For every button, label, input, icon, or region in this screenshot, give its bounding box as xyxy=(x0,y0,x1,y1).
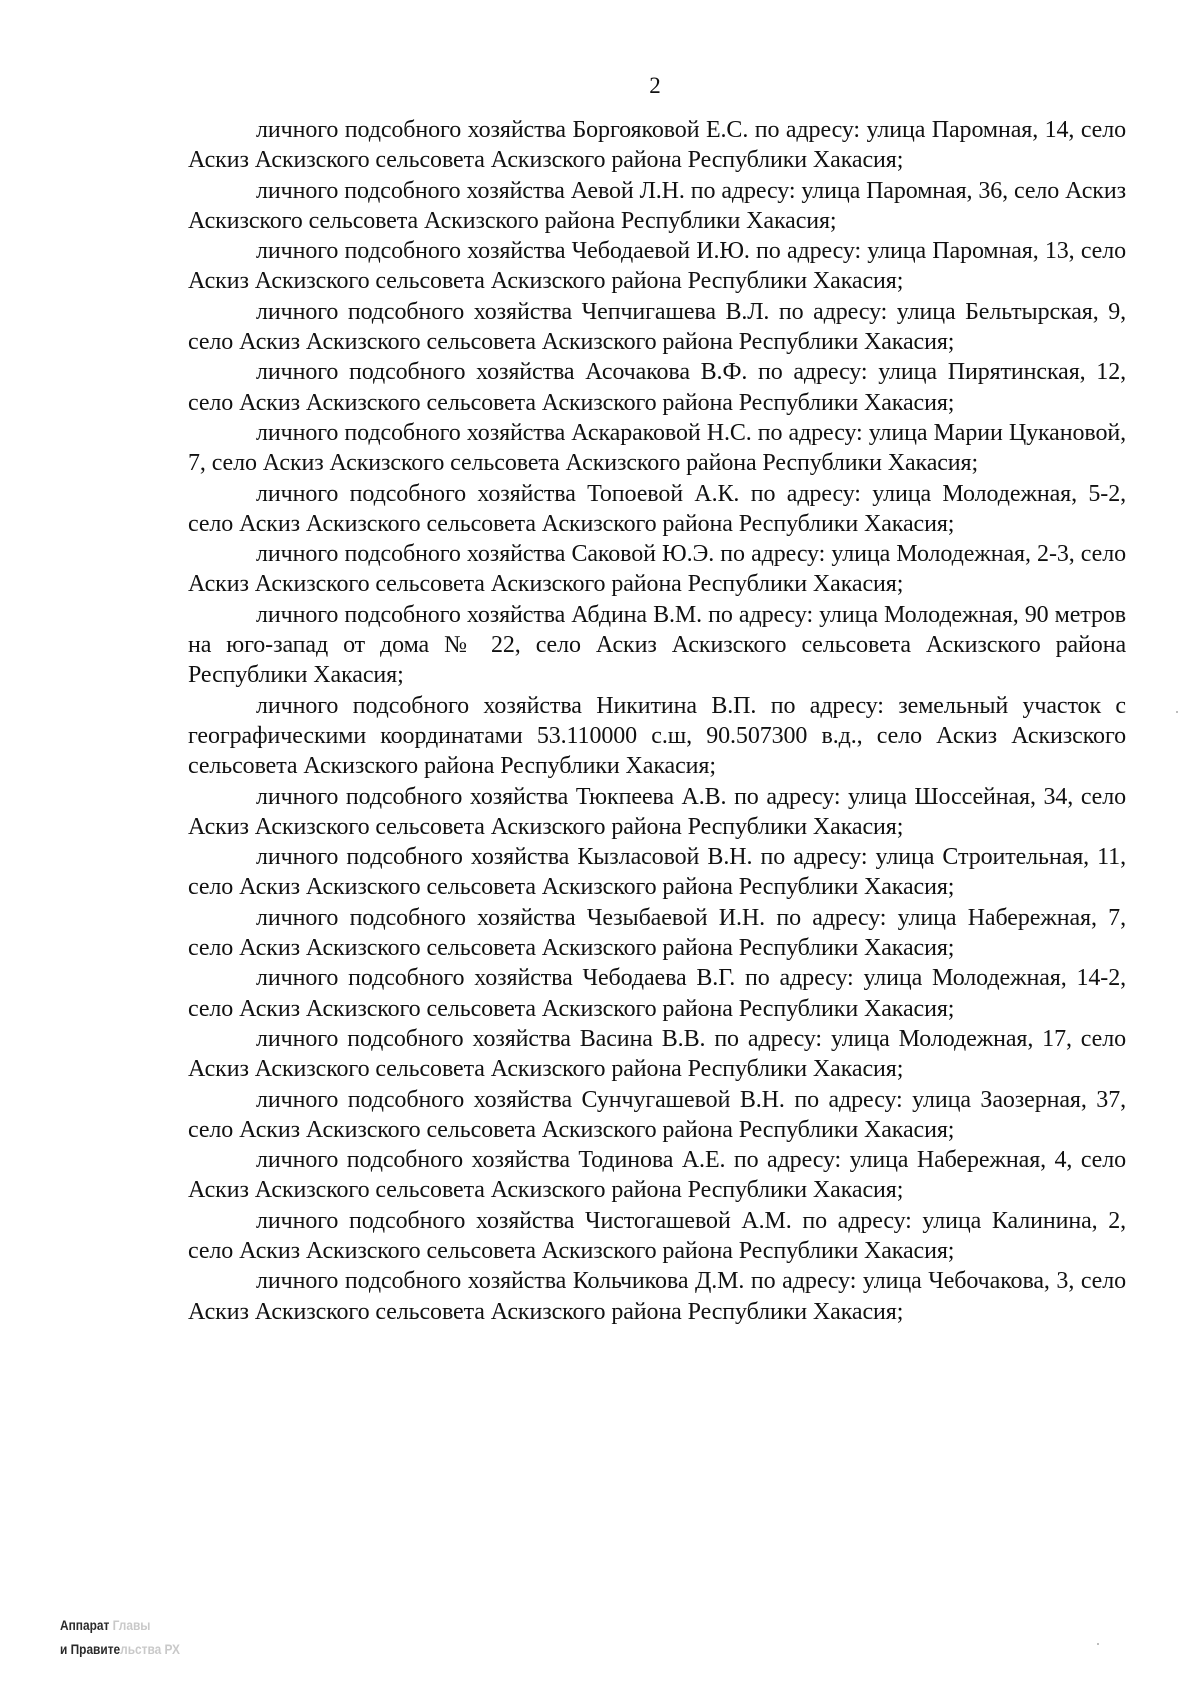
stamp-text-faded: льства РХ xyxy=(120,1641,180,1657)
paragraph: личного подсобного хозяйства Чебодаева В.Г. по адресу: улица Молодежная, 14-2, село Аскиз Аскизского сельсовета Аскизского района Республики Хакасия; xyxy=(188,965,1126,1022)
paragraph: личного подсобного хозяйства Саковой Ю.Э. по адресу: улица Молодежная, 2-3, село Аскиз Аскизского сельсовета Аскизского района Республики Хакасия; xyxy=(188,541,1126,598)
paragraph: личного подсобного хозяйства Кольчикова Д.М. по адресу: улица Чебочакова, 3, село Аскиз Аскизского сельсовета Аскизского района Республики Хакасия; xyxy=(188,1268,1126,1325)
paragraph: личного подсобного хозяйства Тюкпеева А.В. по адресу: улица Шоссейная, 34, село Аскиз Аскизского сельсовета Аскизского района Республики Хакасия; xyxy=(188,783,1126,840)
paragraph: личного подсобного хозяйства Чепчигашева В.Л. по адресу: улица Бельтырская, 9, село Аскиз Аскизского сельсовета Аскизского района Республики Хакасия; xyxy=(188,298,1126,356)
stamp-text: Аппарат xyxy=(60,1617,110,1633)
stamp-line xyxy=(60,1637,180,1661)
paragraph: личного подсобного хозяйства Васина В.В. по адресу: улица Молодежная, 17, село Аскиз Аскизского сельсовета Аскизского района Республики Хакасия; xyxy=(188,1025,1126,1083)
paragraph: личного подсобного хозяйства Сунчугашевой В.Н. по адресу: улица Заозерная, 37, село Аскиз Аскизского сельсовета Аскизского района Республики Хакасия; xyxy=(188,1086,1126,1143)
stamp-text-faded: Главы xyxy=(112,1617,151,1633)
stamp-line xyxy=(60,1613,180,1637)
paragraph: личного подсобного хозяйства Кызласовой В.Н. по адресу: улица Строительная, 11, село Аскиз Аскизского сельсовета Аскизского района Республики Хакасия; xyxy=(188,844,1126,901)
paragraph: личного подсобного хозяйства Аскараковой Н.С. по адресу: улица Марии Цукановой, 7, село Аскиз Аскизского сельсовета Аскизского района Республики Хакасия; xyxy=(188,419,1126,477)
paragraph: личного подсобного хозяйства Чезыбаевой И.Н. по адресу: улица Набережная, 7, село Аскиз Аскизского сельсовета Аскизского района Республики Хакасия; xyxy=(188,904,1126,962)
page-number: 2 xyxy=(649,73,661,98)
paragraph: личного подсобного хозяйства Чебодаевой И.Ю. по адресу: улица Паромная, 13, село Аскиз Аскизского сельсовета Аскизского района Республики Хакасия; xyxy=(188,238,1126,295)
paragraph: личного подсобного хозяйства Тодинова А.Е. по адресу: улица Набережная, 4, село Аскиз Аскизского сельсовета Аскизского района Республики Хакасия; xyxy=(188,1147,1126,1204)
paragraph: личного подсобного хозяйства Боргояковой Е.С. по адресу: улица Паромная, 14, село Аскиз Аскизского сельсовета Аскизского района Республики Хакасия; xyxy=(188,117,1126,174)
paragraph: личного подсобного хозяйства Никитина В.П. по адресу: земельный участок с географическими координатами 53.110000 с.ш, 90.507300 в.д., село Аскиз Аскизского сельсовета Аскизского района Республики Хакасия; xyxy=(188,692,1126,780)
stamp-text: и Правите xyxy=(60,1641,121,1657)
office-stamp xyxy=(60,1613,180,1661)
paragraph: личного подсобного хозяйства Асочакова В.Ф. по адресу: улица Пирятинская, 12, село Аскиз Аскизского сельсовета Аскизского района Республики Хакасия; xyxy=(188,359,1126,416)
scan-speck xyxy=(1097,1643,1099,1645)
paragraph: личного подсобного хозяйства Абдина В.М. по адресу: улица Молодежная, 90 метров на юго-запад от дома № 22, село Аскиз Аскизского сельсовета Аскизского района Республики Хакасия; xyxy=(188,601,1126,689)
scan-speck xyxy=(1176,711,1178,713)
document-body xyxy=(188,115,1126,1327)
paragraph: личного подсобного хозяйства Топоевой А.К. по адресу: улица Молодежная, 5-2, село Аскиз Аскизского сельсовета Аскизского района Республики Хакасия; xyxy=(188,480,1126,537)
paragraph: личного подсобного хозяйства Аевой Л.Н. по адресу: улица Паромная, 36, село Аскиз Аскизского сельсовета Аскизского района Республики Хакасия; xyxy=(188,177,1126,234)
paragraph: личного подсобного хозяйства Чистогашевой А.М. по адресу: улица Калинина, 2, село Аскиз Аскизского сельсовета Аскизского района Республики Хакасия; xyxy=(188,1207,1126,1264)
